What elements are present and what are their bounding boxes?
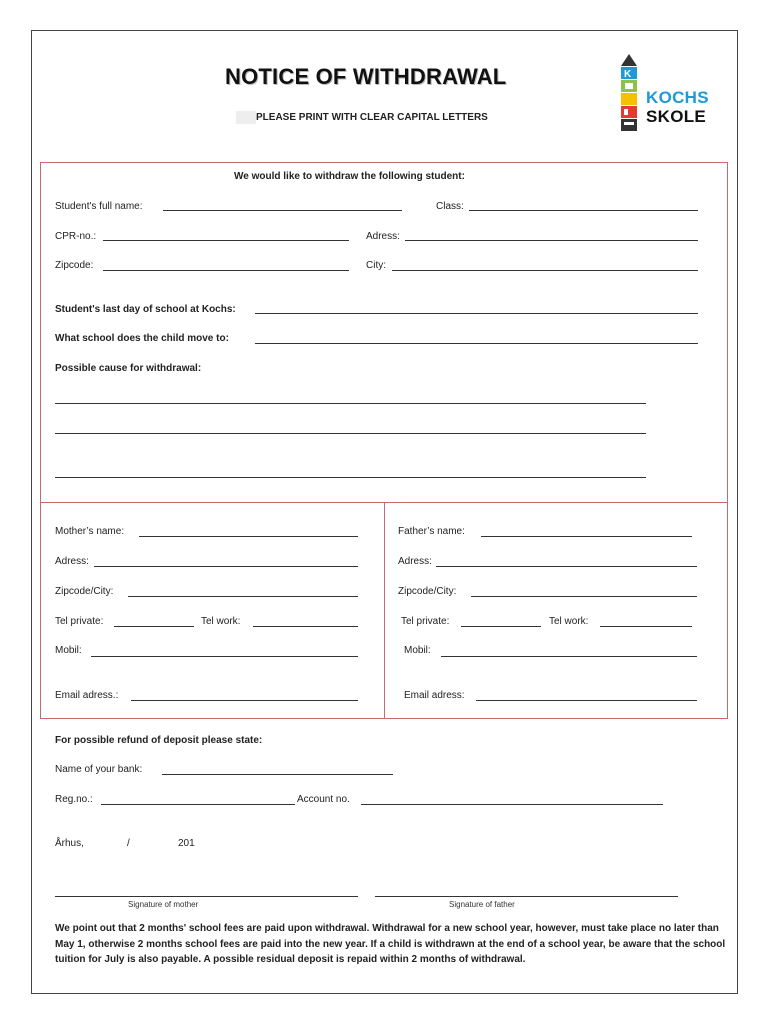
school-logo <box>618 54 718 134</box>
city-label: City: <box>366 260 386 271</box>
page-subtitle <box>236 110 494 125</box>
subtitle-shade <box>236 111 256 124</box>
full-name-field[interactable] <box>163 210 402 211</box>
full-name-label: Student's full name: <box>55 201 143 212</box>
father-name-label: Father’s name: <box>398 526 465 537</box>
mother-adress-label: Adress: <box>55 556 89 567</box>
bank-field[interactable] <box>162 774 393 775</box>
mother-mobil-label: Mobil: <box>55 645 82 656</box>
zipcode-field[interactable] <box>103 270 349 271</box>
cause-field-line-3[interactable] <box>55 477 646 478</box>
father-tel-private-label: Tel private: <box>401 616 450 627</box>
last-day-field[interactable] <box>255 313 698 314</box>
new-school-label: What school does the child move to: <box>55 333 229 344</box>
account-field[interactable] <box>361 804 663 805</box>
logo-kochs: KOCHS <box>646 88 709 107</box>
father-name-field[interactable] <box>481 536 692 537</box>
mother-tel-work-field[interactable] <box>253 626 358 627</box>
father-adress-field[interactable] <box>436 566 697 567</box>
reg-field[interactable] <box>101 804 295 805</box>
mother-email-field[interactable] <box>131 700 358 701</box>
cpr-label: CPR-no.: <box>55 231 97 242</box>
last-day-label: Student's last day of school at Kochs: <box>55 304 236 315</box>
mother-mobil-field[interactable] <box>91 656 358 657</box>
new-school-field[interactable] <box>255 343 698 344</box>
withdrawal-notice: We point out that 2 months' school fees are paid upon withdrawal. Withdrawal for a new school year, however, must take place no later than May 1, otherwise 2 months school fees are paid into the new year. If a child is withdrawn at the end of a school year, be aware that the school tuition for July is also payable. A possible residual deposit is repaid within 2 months of withdrawal. <box>55 923 726 965</box>
cpr-field[interactable] <box>103 240 349 241</box>
mother-adress-field[interactable] <box>94 566 358 567</box>
mother-signature-caption: Signature of mother <box>128 900 199 909</box>
father-mobil-label: Mobil: <box>404 645 431 656</box>
father-tel-work-label: Tel work: <box>549 616 589 627</box>
father-tel-private-field[interactable] <box>461 626 541 627</box>
student-heading: We would like to withdraw the following student: <box>234 171 465 182</box>
class-label: Class: <box>436 201 464 212</box>
father-email-field[interactable] <box>476 700 697 701</box>
mother-zipcity-label: Zipcode/City: <box>55 586 114 597</box>
refund-heading: For possible refund of deposit please state: <box>55 735 263 746</box>
year-prefix: 201 <box>178 838 195 849</box>
father-mobil-field[interactable] <box>441 656 697 657</box>
mother-name-field[interactable] <box>139 536 358 537</box>
page-title: NOTICE OF WITHDRAWAL <box>225 64 507 89</box>
father-adress-label: Adress: <box>398 556 432 567</box>
mother-name-label: Mother’s name: <box>55 526 125 537</box>
father-zipcity-label: Zipcode/City: <box>398 586 457 597</box>
account-label: Account no. <box>297 794 350 805</box>
father-signature-field[interactable] <box>375 896 678 897</box>
subtitle-text: PLEASE PRINT WITH CLEAR CAPITAL LETTERS <box>256 112 488 123</box>
student-adress-field[interactable] <box>405 240 698 241</box>
father-zipcity-field[interactable] <box>471 596 697 597</box>
student-adress-label: Adress: <box>366 231 400 242</box>
place-label: Århus, <box>55 838 84 849</box>
date-slash: / <box>127 838 130 849</box>
city-field[interactable] <box>392 270 698 271</box>
bank-label: Name of your bank: <box>55 764 143 775</box>
reg-label: Reg.no.: <box>55 794 93 805</box>
father-email-label: Email adress: <box>404 690 465 701</box>
father-tel-work-field[interactable] <box>600 626 692 627</box>
mother-tel-private-field[interactable] <box>114 626 194 627</box>
class-field[interactable] <box>469 210 698 211</box>
mother-tel-work-label: Tel work: <box>201 616 241 627</box>
mother-tel-private-label: Tel private: <box>55 616 104 627</box>
logo-skole: SKOLE <box>646 107 707 126</box>
cause-field-line-2[interactable] <box>55 433 646 434</box>
father-signature-caption: Signature of father <box>449 900 515 909</box>
svg-text:K: K <box>624 69 632 80</box>
cause-label: Possible cause for withdrawal: <box>55 363 202 374</box>
mother-zipcity-field[interactable] <box>128 596 358 597</box>
cause-field-line-1[interactable] <box>55 403 646 404</box>
mother-email-label: Email adress.: <box>55 690 119 701</box>
zipcode-label: Zipcode: <box>55 260 94 271</box>
mother-signature-field[interactable] <box>55 896 358 897</box>
